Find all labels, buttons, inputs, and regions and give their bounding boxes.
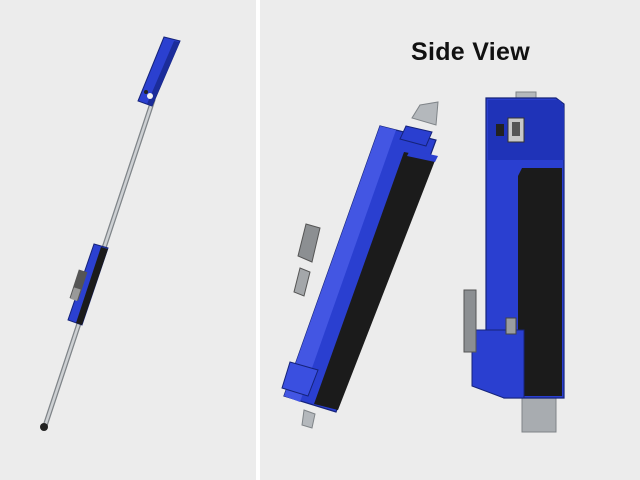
side-view bbox=[464, 92, 564, 432]
angled-rod-top bbox=[412, 102, 438, 125]
top-handle bbox=[138, 37, 180, 106]
angled-side-buttons bbox=[294, 224, 320, 296]
full-device-illustration bbox=[0, 0, 256, 480]
full-device-view bbox=[0, 0, 256, 480]
angled-view bbox=[282, 102, 438, 428]
detail-illustration bbox=[260, 0, 640, 480]
side-view-title: Side View bbox=[411, 38, 530, 66]
side-clamp-knob bbox=[464, 290, 476, 352]
side-black-grip bbox=[518, 168, 562, 396]
rod-tip bbox=[40, 423, 48, 431]
lower-control-unit bbox=[68, 244, 108, 325]
detail-views-panel bbox=[260, 0, 640, 480]
side-rod-bottom bbox=[522, 398, 556, 432]
angled-rod-bottom bbox=[302, 410, 315, 428]
